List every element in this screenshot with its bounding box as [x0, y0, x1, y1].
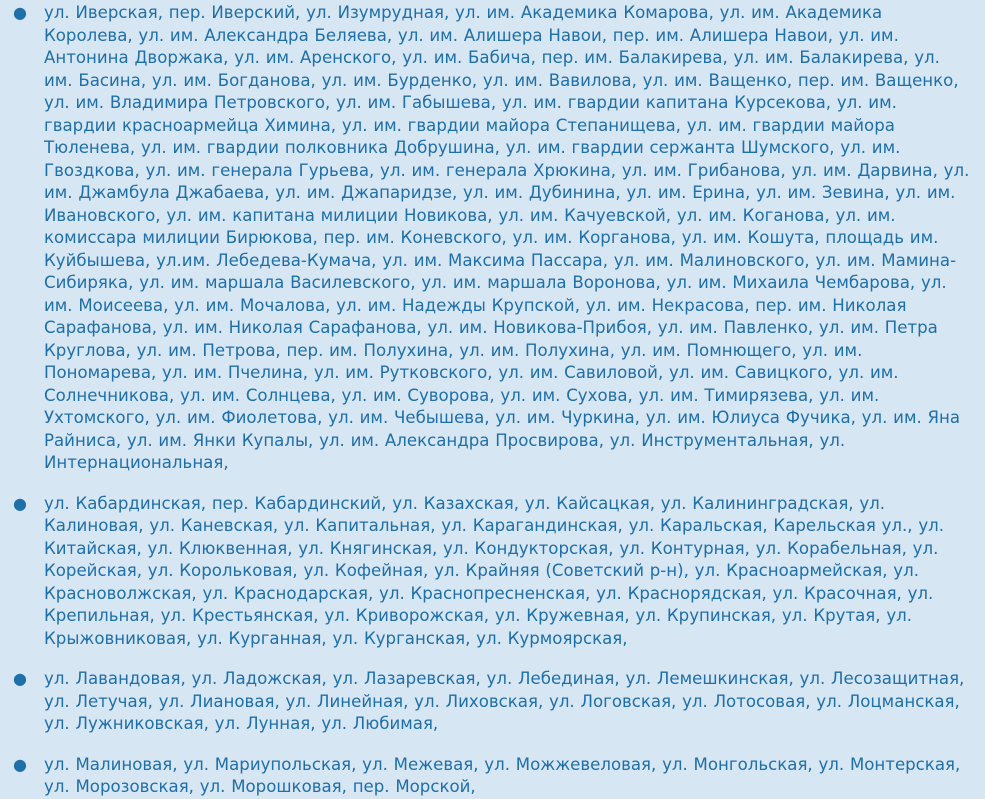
list-item — [13, 668, 971, 736]
bullet-icon: ● — [13, 493, 27, 513]
bullet-icon: ● — [13, 669, 27, 688]
list-item — [13, 754, 971, 799]
street-names-i: ул. Иверская, пер. Иверский, ул. Изумрудная, ул. им. Академика Комарова, ул. им. Академика Королева, ул. им. Александра Беляева, ул. им. Алишера Навои, пер. им. Алишера Навои, ул. им. Антонина Дворжака, ул. им. Аренского, ул. им. Бабича, пер. им. Балакирева, ул. им. Балакирева, ул. им. Басина, ул. им. Богданова, ул. им. Бурденко, ул. им. Вавилова, ул. им. Ващенко, пер. им. Ващенко, ул. им. Владимира Петровского, ул. им. Габышева, ул. им. гвардии капитана Курсекова, ул. им. гвардии красноармейца Химина, ул. им. гвардии майора Степанищева, ул. им. гвардии майора Тюленева, ул. им. гвардии полковника Добрушина, ул. им. гвардии сержанта Шумского, ул. им. Гвоздкова, ул. им. генерала Гурьева, ул. им. генерала Хрюкина, ул. им. Грибанова, ул. им. Дарвина, ул. им. Джамбула Джабаева, ул. им. Джапаридзе, ул. им. Дубинина, ул. им. Ерина, ул. им. Зевина, ул. им. Ивановского, ул. им. капитана милиции Новикова, ул. им. Качуевской, ул. им. Коганова, ул. им. комиссара милиции Бирюкова, пер. им. Коневского, ул. им. Корганова, ул. им. Кошута, площадь им. Куйбышева, ул.им. Лебедева-Кумача, ул. им. Максима Пассара, ул. им. Малиновского, ул. им. Мамина-Сибиряка, ул. им. маршала Василевского, ул. им. маршала Воронова, ул. им. Михаила Чембарова, ул. им. Моисеева, ул. им. Мочалова, ул. им. Надежды Крупской, ул. им. Некрасова, пер. им. Николая Сарафанова, ул. им. Николая Сарафанова, ул. им. Новикова-Прибоя, ул. им. Павленко, ул. им. Петра Круглова, ул. им. Петрова, пер. им. Полухина, ул. им. Полухина, ул. им. Помнющего, ул. им. Пономарева, ул. им. Пчелина, ул. им. Рутковского, ул. им. Савиловой, ул. им. Савицкого, ул. им. Солнечникова, ул. им. Солнцева, ул. им. Суворова, ул. им. Сухова, ул. им. Тимирязева, ул. им. Ухтомского, ул. им. Фиолетова, ул. им. Чебышева, ул. им. Чуркина, ул. им. Юлиуса Фучика, ул. им. Яна Райниса, ул. им. Янки Купалы, ул. им. Александра Просвирова, ул. Инструментальная, ул. Интернациональная, — [44, 3, 970, 472]
list-item — [13, 2, 971, 475]
bullet-icon: ● — [13, 754, 27, 774]
street-names-l: ул. Лавандовая, ул. Ладожская, ул. Лазаревская, ул. Лебединая, ул. Лемешкинская, ул. Лесозащитная, ул. Летучая, ул. Лиановая, ул. Линейная, ул. Лиховская, ул. Логовская, ул. Лотосовая, ул. Лоцманская, ул. Лужниковская, ул. Лунная, ул. Любимая, — [44, 669, 965, 733]
street-names-k: ул. Кабардинская, пер. Кабардинский, ул. Казахская, ул. Кайсацкая, ул. Калининградская, ул. Калиновая, ул. Каневская, ул. Капитальная, ул. Карагандинская, ул. Каральская, Карельская ул., ул. Китайская, ул. Клюквенная, ул. Княгинская, ул. Кондукторская, ул. Контурная, ул. Корабельная, ул. Корейская, ул. Корольковая, ул. Кофейная, ул. Крайняя (Советский р-н), ул. Красноармейская, ул. Красноволжская, ул. Краснодарская, ул. Краснопресненская, ул. Краснорядская, ул. Красочная, ул. Крепильная, ул. Крестьянская, ул. Криворожская, ул. Кружевная, ул. Крупинская, ул. Крутая, ул. Крыжовниковая, ул. Курганная, ул. Курганская, ул. Курмоярская, — [44, 493, 945, 648]
street-names-m: ул. Малиновая, ул. Мариупольская, ул. Межевая, ул. Можжевеловая, ул. Монгольская, ул. Монтерская, ул. Морозовская, ул. Морошковая, пер. Морской, — [44, 754, 961, 796]
bullet-icon: ● — [13, 3, 27, 22]
list-item — [13, 493, 971, 651]
